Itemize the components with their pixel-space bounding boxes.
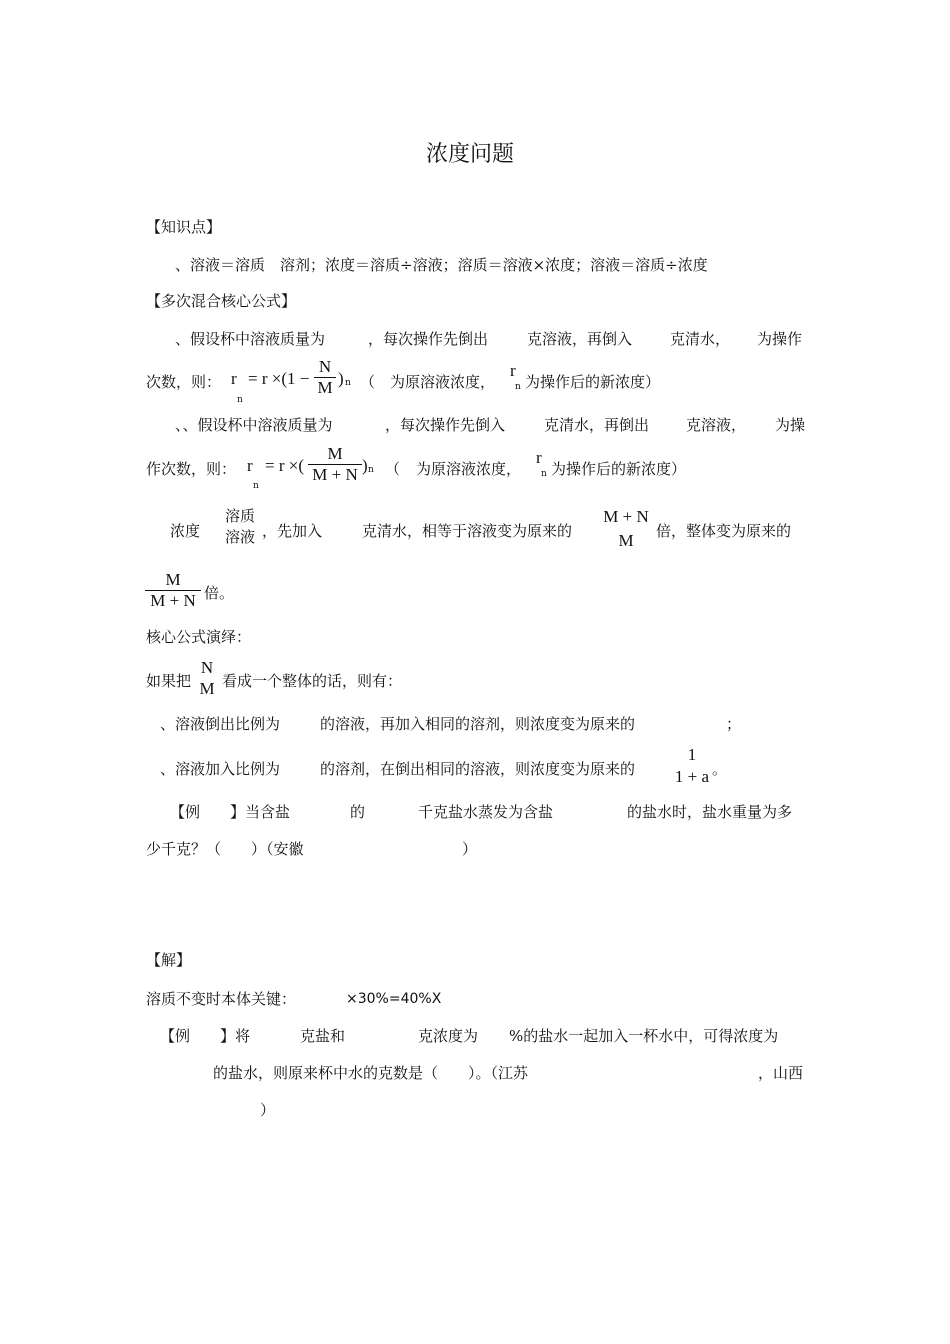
f1-r: r (231, 369, 237, 388)
conc-label: 浓度 (170, 522, 201, 540)
knowledge-line: 、溶液＝溶质 溶剂；浓度＝溶质÷溶液；溶质＝溶液×浓度；溶液＝溶质÷浓度 (175, 256, 708, 274)
conc-text-c: 倍，整体变为原来的 (656, 522, 792, 540)
f1-desc-a: 为原溶液浓度， (390, 373, 496, 391)
case2-fraction (672, 744, 712, 788)
f2-text-line2: 作次数，则： (146, 460, 237, 478)
conc-text-b: 克清水，相等于溶液变为原来的 (362, 522, 573, 540)
conc-frac-1-den: M (618, 531, 634, 550)
conc2-den: M + N (145, 590, 201, 611)
f2-text-a: 、、假设杯中溶液质量为 (175, 416, 333, 434)
whole-text-a: 如果把 (146, 672, 192, 690)
f1-paren: （ (360, 373, 376, 391)
f2-text-c: 克清水，再倒出 (544, 416, 650, 434)
f1-fraction (314, 357, 336, 398)
conc-num: 溶质 (224, 507, 255, 525)
ex2-text-a: 【例 (160, 1027, 191, 1045)
solution-heading: 【解】 (146, 951, 192, 969)
page-title: 浓度问题 (426, 142, 515, 167)
conc-den: 溶液 (224, 528, 255, 546)
f1-exp: n (345, 378, 351, 388)
ex1-text-d: 千克盐水蒸发为含盐 (418, 803, 554, 821)
f2-exp: n (368, 465, 374, 475)
f1-num: N (318, 357, 332, 376)
ex1-text-a: 【例 (170, 803, 201, 821)
case1-text-b: 的溶液，再加入相同的溶剂，则浓度变为原来的 (320, 715, 636, 733)
f1-desc-b: 为操作后的新浓度） (525, 373, 661, 391)
f1-rn-sub: n (515, 382, 521, 392)
f1-n-sub: n (237, 395, 243, 405)
whole-den: M (199, 679, 215, 698)
f2-den: M + N (308, 464, 362, 485)
conc-fraction (222, 506, 258, 548)
f2-rn: r (536, 448, 542, 467)
ex1-text-b: 】当含盐 (230, 803, 291, 821)
whole-text-b: 看成一个整体的话，则有： (222, 672, 403, 690)
conc-frac-1-num: M + N (603, 507, 649, 526)
case2-num: 1 (687, 745, 697, 764)
conc2-num: M (165, 570, 181, 589)
f1-den: M (314, 377, 336, 398)
ex1-text-e: 的盐水时，盐水重量为多 (627, 803, 793, 821)
solution-formula: ×30%=40%X (346, 991, 442, 1007)
ex2-line3: ） (260, 1101, 276, 1119)
case1-text-a: 、溶液倒出比例为 (160, 715, 281, 733)
f1-text-a: 、假设杯中溶液质量为 (175, 330, 326, 348)
conc2-text: 倍。 (204, 584, 235, 602)
f1-text-d: 克清水， (670, 330, 731, 348)
f2-desc-a: 为原溶液浓度， (416, 460, 522, 478)
ex2-text-d: 克浓度为 (418, 1027, 479, 1045)
conc-frac-1 (600, 507, 652, 551)
whole-num: N (200, 658, 214, 677)
deduce-heading: 核心公式演绎： (146, 628, 252, 646)
f2-paren: （ (385, 460, 401, 478)
f2-fraction (308, 444, 362, 485)
f2-rn-sub: n (541, 469, 547, 479)
f2-r: r (247, 456, 253, 475)
f2-text-d: 克溶液， (686, 416, 747, 434)
f2-text-e: 为操 (775, 416, 806, 434)
ex2-line2: 的盐水，则原来杯中水的克数是（ ）。（江苏 (213, 1064, 529, 1082)
case2-den: 1 + a (674, 767, 710, 786)
formula-heading: 【多次混合核心公式】 (146, 292, 297, 310)
case2-text-b: 的溶剂，在倒出相同的溶液，则浓度变为原来的 (320, 760, 636, 778)
solution-text: 溶质不变时本体关键： (146, 990, 297, 1008)
case2-end: 。 (712, 760, 728, 778)
case2-text-a: 、溶液加入比例为 (160, 760, 281, 778)
case1-end: ； (726, 715, 742, 733)
f1-text-b: ，每次操作先倒出 (368, 330, 489, 348)
whole-fraction (197, 657, 217, 699)
ex1-line2-end: ） (462, 840, 478, 858)
f2-close: ) (362, 456, 368, 475)
f1-text-line2: 次数，则： (146, 373, 222, 391)
ex2-text-c: 克盐和 (300, 1027, 346, 1045)
conc-text-a: ，先加入 (262, 522, 323, 540)
f2-desc-b: 为操作后的新浓度） (551, 460, 687, 478)
f1-close: ) (338, 369, 344, 388)
f2-num: M (327, 444, 343, 463)
f2-text-b: ，每次操作先倒入 (385, 416, 506, 434)
ex2-text-e: %的盐水一起加入一杯水中，可得浓度为 (509, 1027, 779, 1045)
f1-rn: r (510, 361, 516, 380)
conc2-fraction (145, 570, 201, 611)
f1-eq: = r ×(1 − (248, 369, 310, 388)
ex1-text-c: 的 (350, 803, 366, 821)
f1-text-e: 为操作 (757, 330, 803, 348)
ex2-text-b: 】将 (220, 1027, 251, 1045)
ex2-line2-end: ，山西 (758, 1064, 804, 1082)
f1-text-c: 克溶液，再倒入 (527, 330, 633, 348)
ex1-line2: 少千克？（ ）（安徽 (146, 840, 304, 858)
f2-eq: = r ×( (265, 456, 304, 475)
f2-n-sub: n (253, 481, 259, 491)
knowledge-heading: 【知识点】 (146, 218, 222, 236)
